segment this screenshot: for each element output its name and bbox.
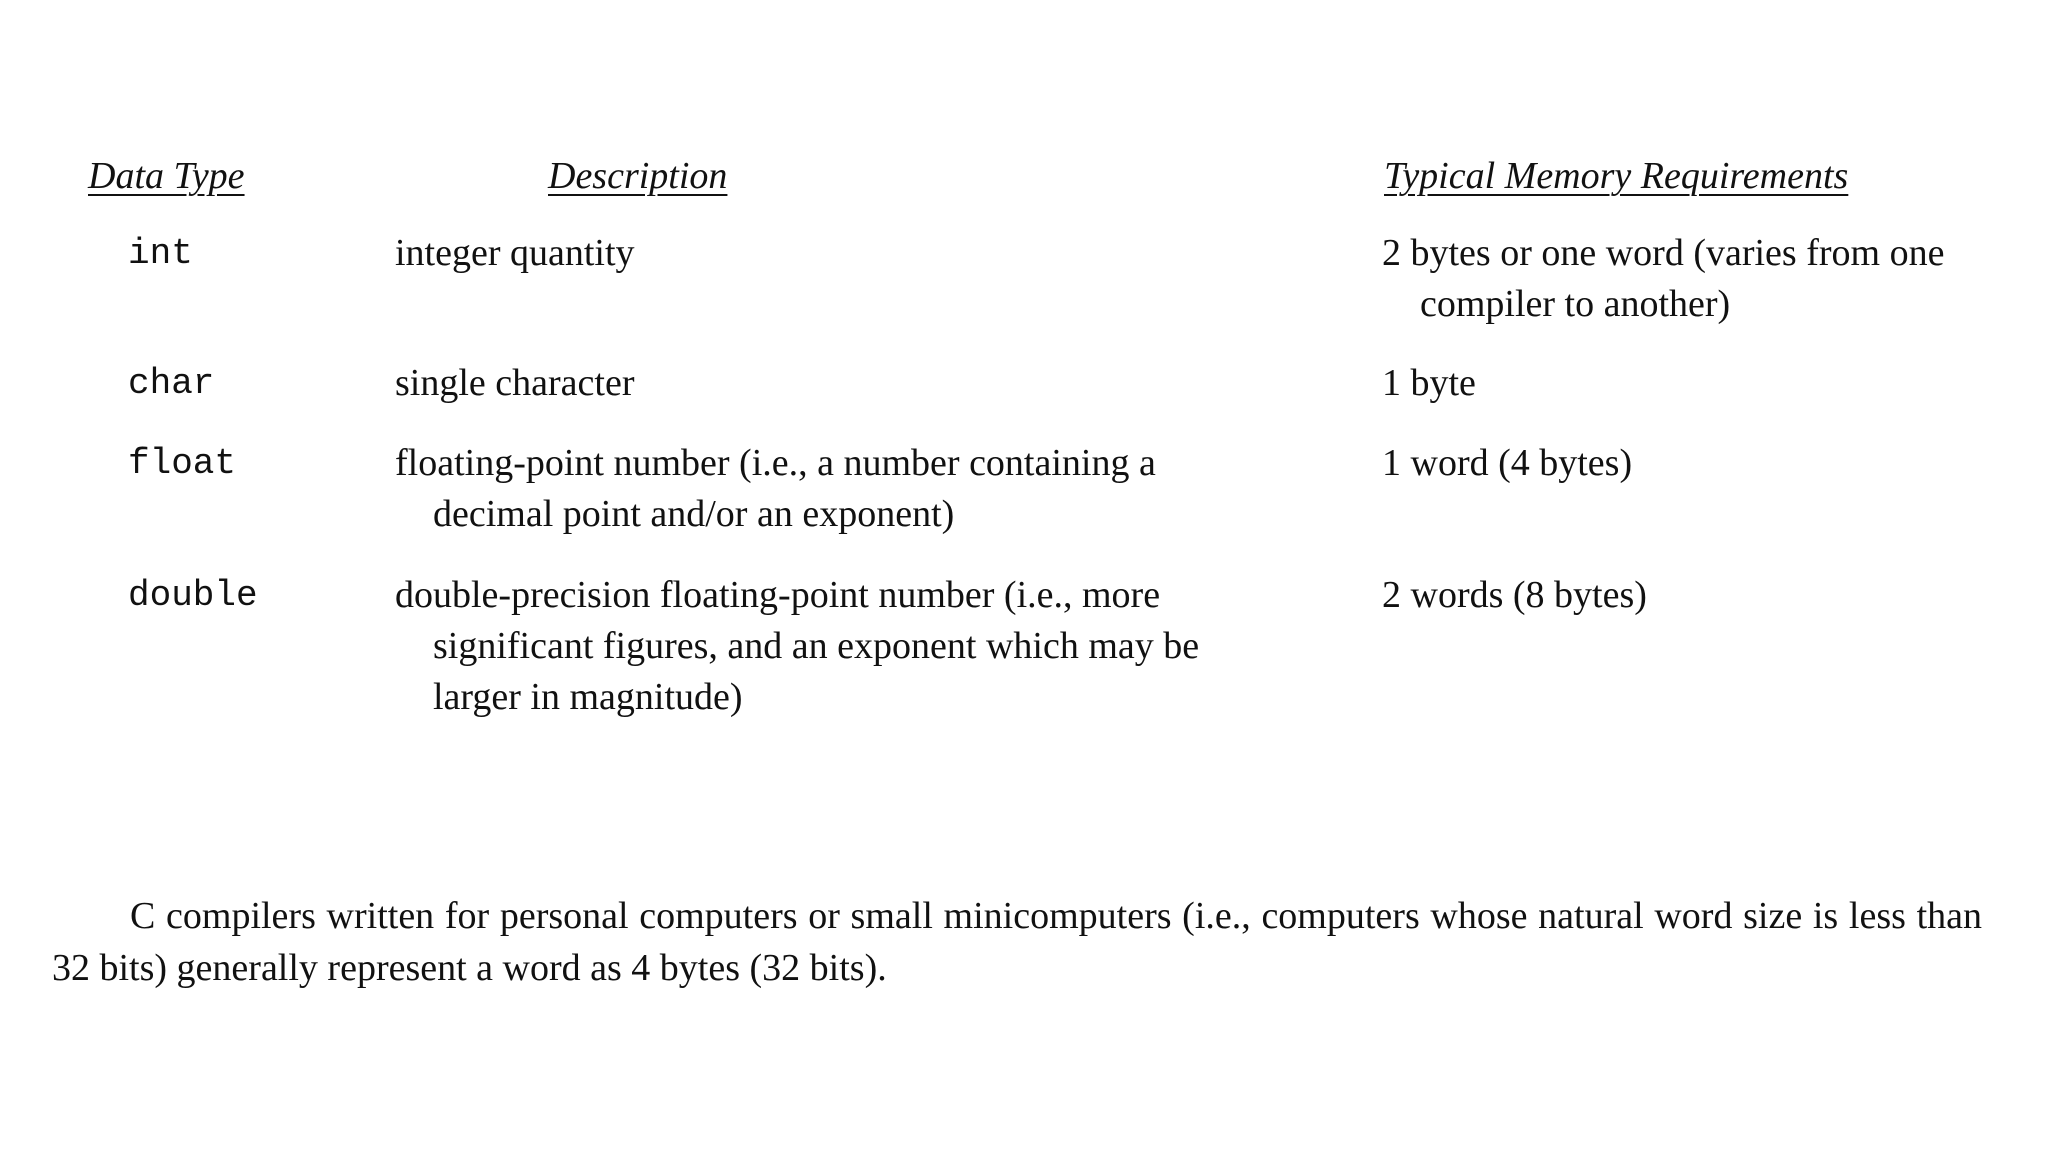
data-type-cell: char: [128, 363, 215, 404]
table-row: [0, 438, 2048, 535]
data-type-cell: float: [128, 443, 237, 484]
data-type-cell: int: [128, 233, 193, 274]
header-data-type: Data Type: [88, 155, 245, 197]
description-cell: single character: [395, 362, 635, 404]
table-row: [0, 570, 2048, 718]
memory-cell: 1 byte: [1382, 362, 1476, 404]
header-description: Description: [548, 155, 728, 197]
data-type-cell: double: [128, 575, 258, 616]
description-cell: double-precision floating-point number (i.e., more significant figures, and an exponent which may be larger in magnitude): [395, 574, 1200, 718]
description-cell: integer quantity: [395, 232, 635, 274]
memory-cell: 1 word (4 bytes): [1382, 442, 1633, 484]
memory-cell: 2 words (8 bytes): [1382, 574, 1647, 616]
description-cell: floating-point number (i.e., a number containing a decimal point and/or an exponent): [395, 442, 1156, 535]
table-row: [0, 358, 2048, 404]
header-memory-requirements: Typical Memory Requirements: [1384, 155, 1849, 197]
table-row: [0, 228, 2048, 325]
memory-cell: 2 bytes or one word (varies from one compiler to another): [1382, 232, 1945, 325]
body-paragraph: C compilers written for personal computers or small minicomputers (i.e., computers whose natural word size is less than 32 bits) generally represent a word as 4 bytes (32 bits).: [52, 895, 1982, 989]
